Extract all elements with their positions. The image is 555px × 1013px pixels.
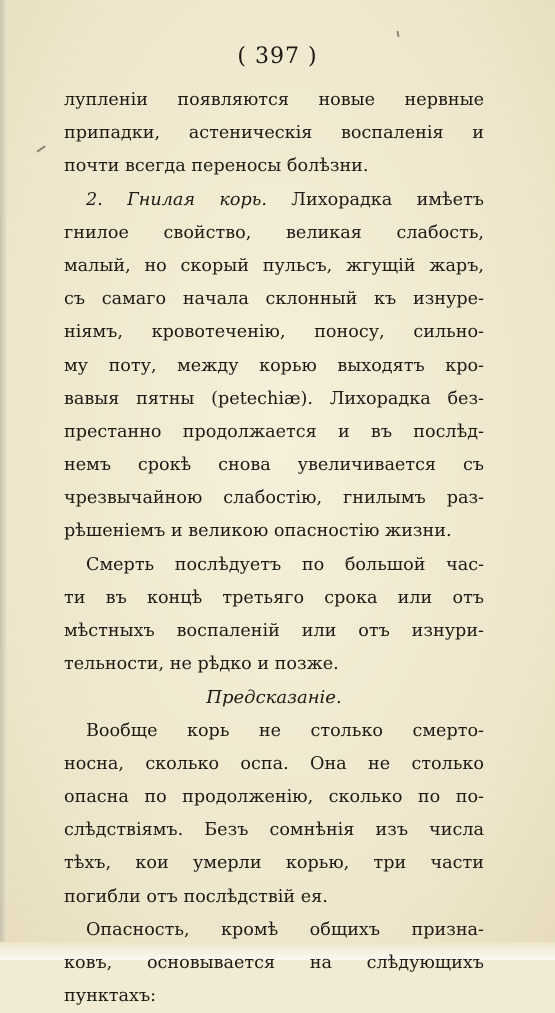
text-line: Смерть послѣдуетъ по большой час- <box>86 554 484 575</box>
text-line: рѣшеніемъ и великою опасностію жизни. <box>64 521 452 542</box>
text-line: Опасность, кромѣ общихъ призна- <box>86 919 484 940</box>
page-binding-edge <box>0 0 7 960</box>
text-line: лупленіи появляются новые нервные <box>64 90 484 110</box>
text-line: малый, но скорый пульсъ, жгущій жаръ, <box>64 255 484 276</box>
text-line: чрезвычайною слабостію, гнилымъ раз- <box>64 488 484 509</box>
text-run: Лихорадка имѣетъ <box>266 189 484 210</box>
text-line: вавыя пятны (petechiæ). Лихорадка без- <box>64 388 484 409</box>
text-line: му поту, между корью выходятъ кро- <box>64 355 484 376</box>
section-heading: Предсказаніе. <box>206 687 342 709</box>
body-text <box>64 84 484 1013</box>
text-line: ти въ концѣ третьяго срока или отъ <box>64 587 484 608</box>
text-line: припадки, астеническія воспаленія и <box>64 123 484 144</box>
text-line: опасна по продолженію, сколько по по- <box>64 786 484 807</box>
text-line: погибли отъ послѣдствій ея. <box>64 886 328 907</box>
text-line: Вообще корь не столько смерто- <box>86 720 484 741</box>
text-line: слѣдствіямъ. Безъ сомнѣнія изъ числа <box>64 820 484 841</box>
text-line: гнилое свойство, великая слабость, <box>64 222 484 243</box>
text-line: тѣхъ, кои умерли корью, три части <box>64 853 484 874</box>
text-line: ніямъ, кровотеченію, поносу, сильно- <box>64 322 484 343</box>
text-line: почти всегда переносы болѣзни. <box>64 156 369 177</box>
text-line: ковъ, основывается на слѣдующихъ <box>64 952 484 973</box>
text-line: съ самаго начала склонный къ изнуре- <box>64 289 484 310</box>
text-line: пунктахъ: <box>64 986 157 1007</box>
text-line: носна, сколько оспа. Она не столько <box>64 753 484 774</box>
text-line <box>64 184 484 217</box>
ink-speck <box>36 145 45 152</box>
text-line: тельности, не рѣдко и позже. <box>64 654 339 675</box>
text-line: престанно продолжается и въ послѣд- <box>64 421 484 442</box>
text-line: немъ срокѣ снова увеличивается съ <box>64 455 484 476</box>
run-in-heading: 2. Гнилая корь. <box>86 189 267 210</box>
text-line: мѣстныхъ воспаленій или отъ изнури- <box>64 621 484 641</box>
page-number: ( 397 ) <box>237 44 318 69</box>
ink-speck <box>396 31 399 37</box>
